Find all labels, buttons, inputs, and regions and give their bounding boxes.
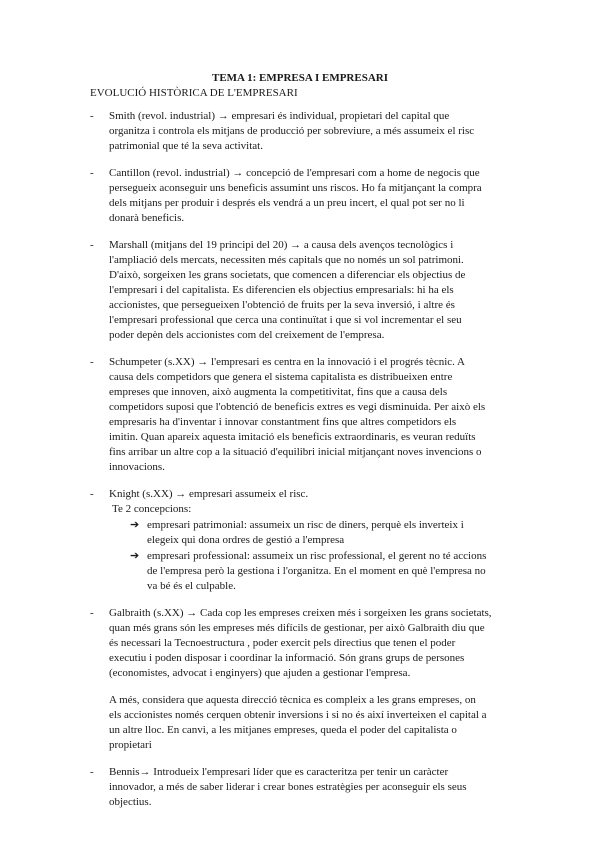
section-subtitle: EVOLUCIÓ HISTÒRICA DE L'EMPRESARI <box>90 87 298 99</box>
sub-list-item <box>130 549 530 594</box>
text-line: empresaris ha d'inventar i innovar constantment fins que altres competidors els <box>109 416 457 428</box>
text-line: Smith (revol. industrial) → empresari és individual, propietari del capital que <box>109 110 450 122</box>
text-line: donarà beneficis. <box>109 212 185 224</box>
bullet-text <box>109 355 530 475</box>
text-line: propietari <box>109 739 152 751</box>
text-line: causa dels competidors que genera el sistema capitalista es distribueixen entre <box>109 371 453 383</box>
text-line: fins arribar un altre cop a la situació d'equilibri inicial mitjançant noves invencions o <box>109 446 482 458</box>
text-line: l'empresari i del capitalista. Es diferencien els objectius empresarials: hi ha els <box>109 284 454 296</box>
bullet-text <box>147 549 530 594</box>
text-line: Galbraith (s.XX) → Cada cop les empreses creixen més i sorgeixen les grans societats, <box>109 607 492 619</box>
bullet-dash: - <box>90 356 94 368</box>
bullet-dash: - <box>90 766 94 778</box>
text-line: Cantillon (revol. industrial) → concepció de l'empresari com a home de negocis que <box>109 167 480 179</box>
text-line: objectius. <box>109 796 152 808</box>
bullet-dash: - <box>90 488 94 500</box>
text-line: (economistes, advocat i enginyers) que ajuden a gestionar l'empresa. <box>109 667 411 679</box>
bullet-text <box>147 518 530 548</box>
bullet-text <box>109 487 530 502</box>
text-line: l'empresari professional que cerca una continuïtat i que si vol incrementar el seu <box>109 314 462 326</box>
text-line: de l'empresa però la gestiona i l'organitza. En el moment en què l'empresa no <box>147 565 486 577</box>
bullet-dash: - <box>90 239 94 251</box>
list-item <box>90 238 530 343</box>
text-line: Schumpeter (s.XX) → l'empresari es centra en la innovació i el progrés tècnic. A <box>109 356 465 368</box>
document-title: TEMA 1: EMPRESA I EMPRESARI <box>211 72 389 84</box>
list-item <box>90 487 530 594</box>
extra-paragraph <box>90 693 530 753</box>
text-line: va bé és el culpable. <box>147 580 236 592</box>
text-line: A més, considera que aquesta direcció tècnica es compleix a les grans empreses, on <box>109 694 476 706</box>
list-item <box>90 765 530 810</box>
text-line: Bennis→ Introdueix l'empresari líder que es caracteritza per tenir un caràcter <box>109 766 449 778</box>
text-line: patrimonial que té la seva activitat. <box>109 140 263 152</box>
text-line: és necessari la Tecnoestructura , poder exercit pels directius que tenen el poder <box>109 637 456 649</box>
list-item <box>90 109 530 154</box>
text-line: D'això, sorgeixen les grans societats, que comencen a diferenciar els objectius de <box>109 269 466 281</box>
bullet-text <box>109 693 530 753</box>
text-line: innovacions. <box>109 461 165 473</box>
bullet-text <box>109 109 530 154</box>
text-line: empresari patrimonial: assumeix un risc de diners, perquè els inverteix i <box>147 519 464 531</box>
text-line: empresari professional: assumeix un risc professional, el gerent no té accions <box>147 550 487 562</box>
text-line: poder depèn dels accionistes com del creixement de l'empresa. <box>109 329 385 341</box>
arrow-bullet-icon: ➔ <box>130 519 140 531</box>
text-line: elegeix qui dona ordres de gestió a l'empresa <box>147 534 345 546</box>
text-line: innovador, a més de saber liderar i crear bones estratègies per aconseguir els seus <box>109 781 467 793</box>
bullet-text <box>109 765 530 810</box>
list-item <box>90 166 530 226</box>
text-line: competidors suposi que l'obtenció de beneficis extres es vegi disminuida. Per això els <box>109 401 486 413</box>
bullet-dash: - <box>90 607 94 619</box>
list-item <box>90 606 530 753</box>
arrow-bullet-icon: ➔ <box>130 550 140 562</box>
text-line: empreses que innoven, això augmenta la competitivitat, fins que a causa dels <box>109 386 448 398</box>
text-line: executiu i poden disposar i coordinar la informació. Són grans grups de persones <box>109 652 465 664</box>
text-line: l'ampliació dels mercats, necessiten més capitals que no només un sol patrimoni. <box>109 254 464 266</box>
text-line: Knight (s.XX) → empresari assumeix el risc. <box>109 488 309 500</box>
text-line: Marshall (mitjans del 19 principi del 20) → a causa dels avenços tecnològics i <box>109 239 454 251</box>
text-line: persegueix aconseguir uns beneficis assumint uns riscos. Ho fa mitjançant la compra <box>109 182 482 194</box>
list-item <box>90 355 530 475</box>
text-line: els accionistes només cerquen obtenir inversions i si no és així inverteixen el capital a <box>109 709 487 721</box>
text-line: accionistes, que persegueixen l'obtenció de fruits per la seva inversió, i altre és <box>109 299 455 311</box>
text-line: dels mitjans per produir i després els vendrá a un preu incert, el qual pot ser no li <box>109 197 465 209</box>
document-body <box>0 109 600 810</box>
bullet-text <box>109 606 530 681</box>
bullet-text <box>109 238 530 343</box>
bullet-dash: - <box>90 167 94 179</box>
text-line: imitin. Quan apareix aquesta imitació els beneficis extraordinaris, es veuran reduïts <box>109 431 476 443</box>
sub-list-item <box>130 518 530 548</box>
bullet-dash: - <box>90 110 94 122</box>
text-line: quan més grans són les empreses més difícils de gestionar, per això Galbraith diu que <box>109 622 485 634</box>
text-line: un altre lloc. En canvi, a les mitjanes empreses, queda el poder del capitalista o <box>109 724 457 736</box>
bullet-text <box>109 166 530 226</box>
list-note: Te 2 concepcions: <box>112 503 192 515</box>
text-line: organitza i controla els mitjans de producció per sobreviure, a més assumeix el risc <box>109 125 475 137</box>
